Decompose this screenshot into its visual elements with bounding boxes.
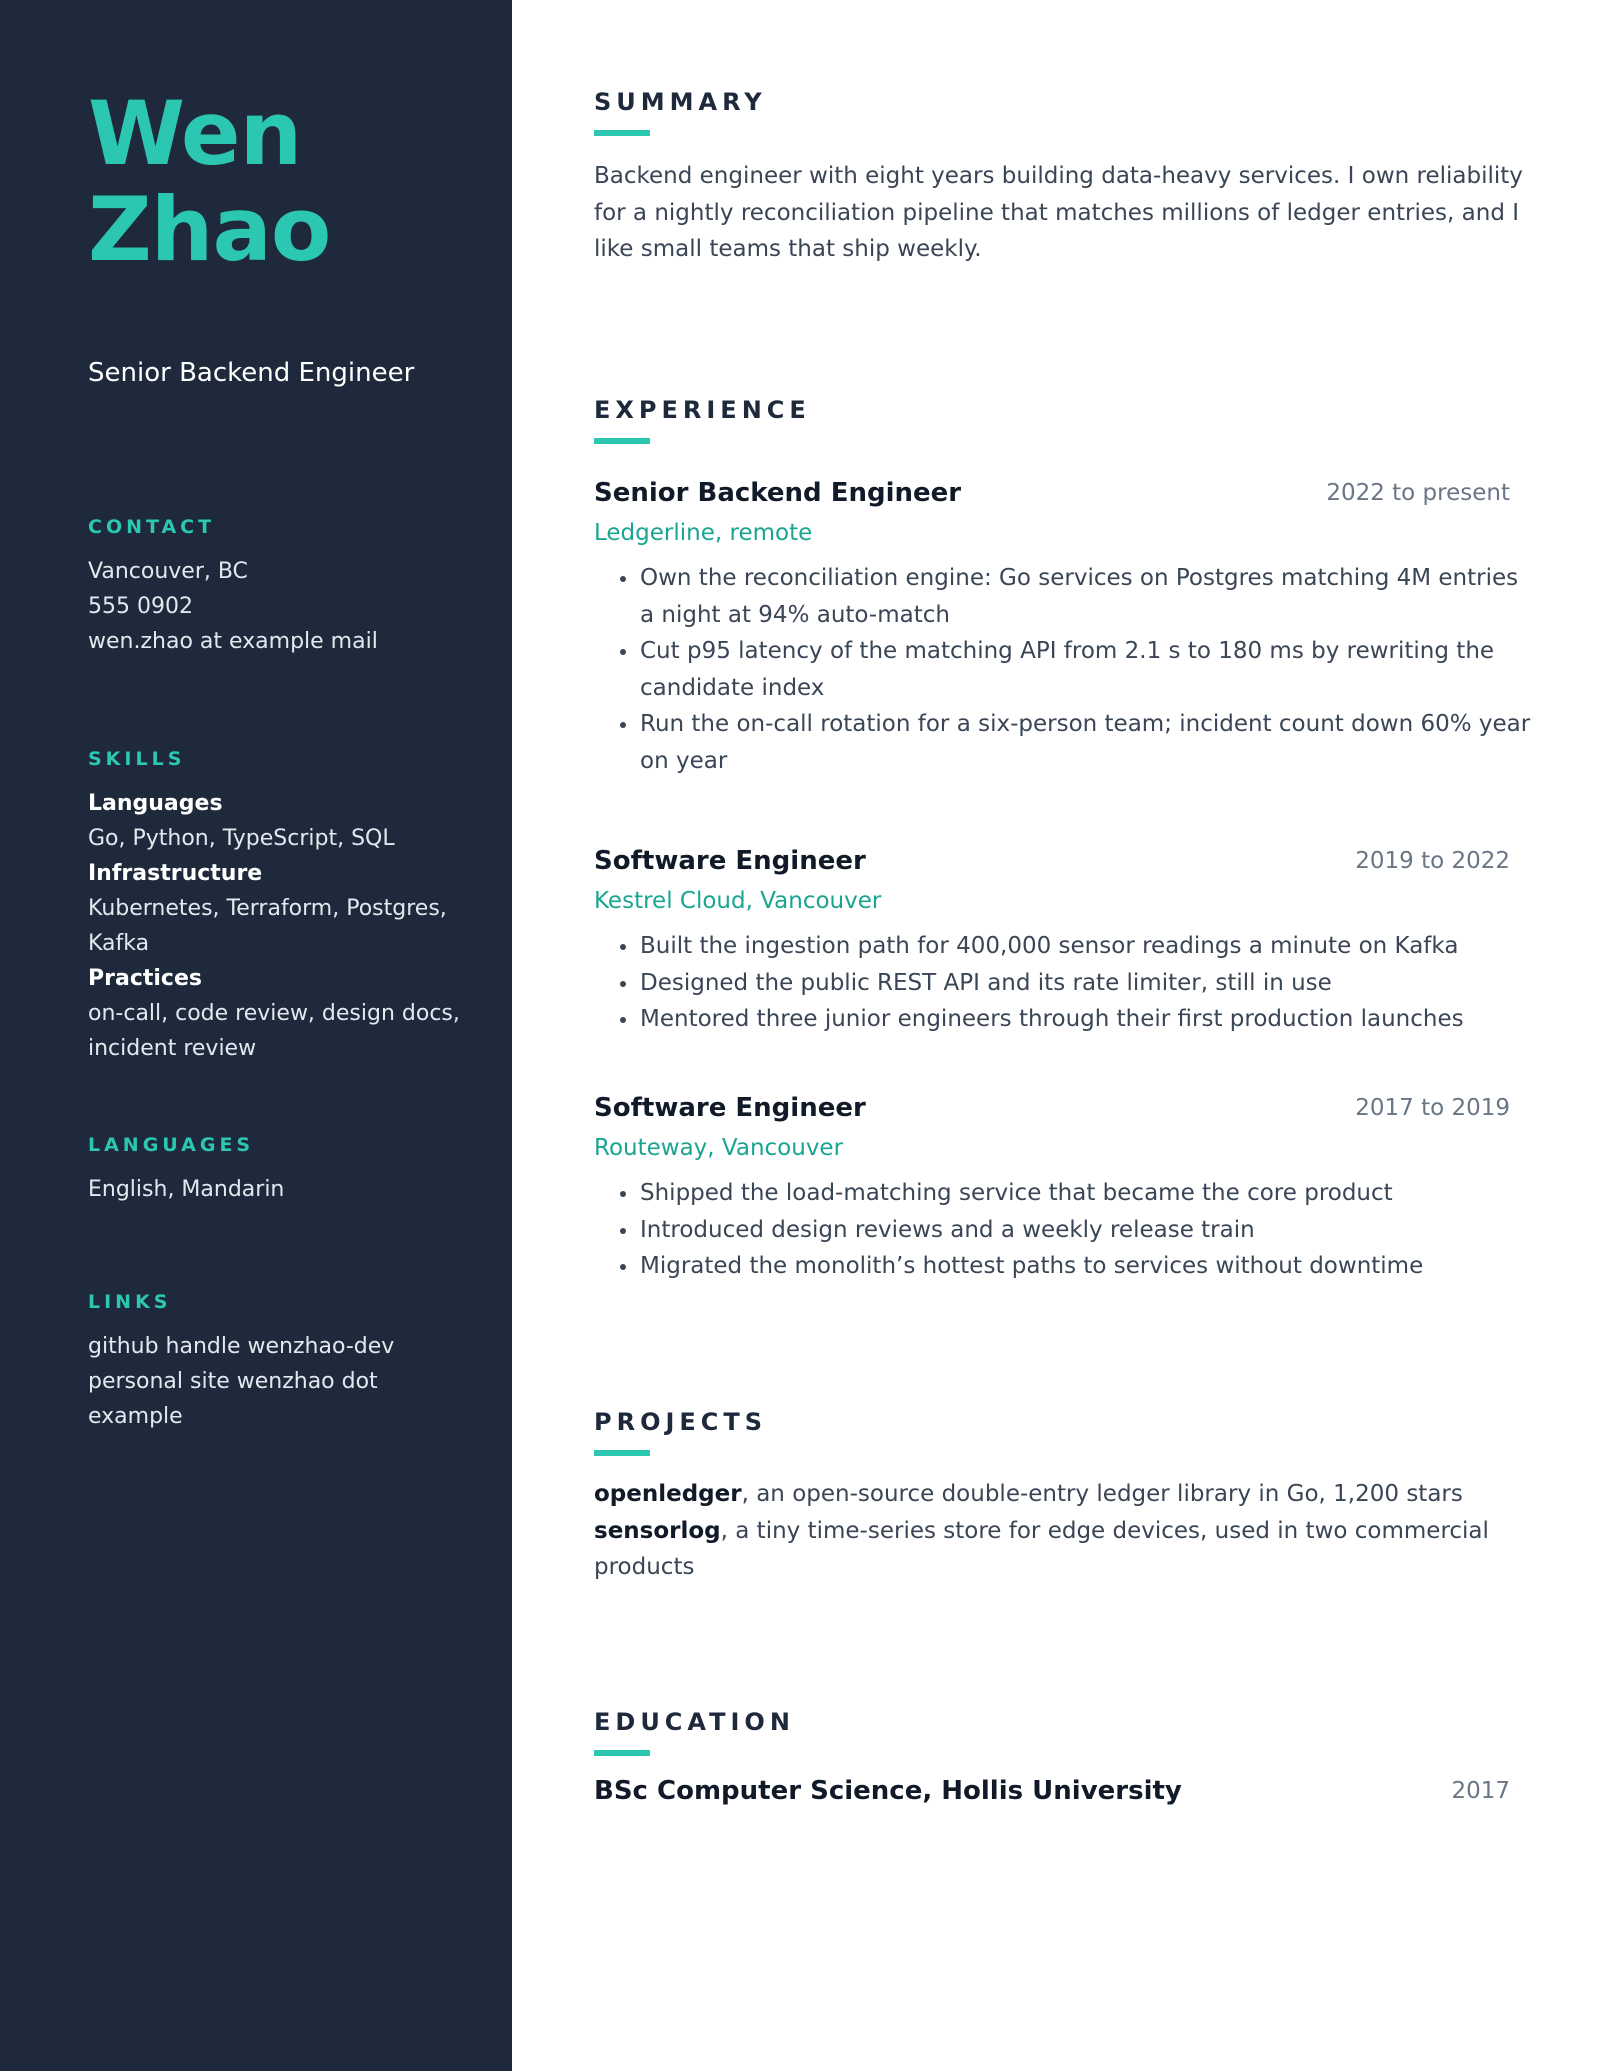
job-bullets bbox=[620, 1175, 1535, 1285]
bullet-dot bbox=[620, 1191, 626, 1197]
languages-list: English, Mandarin bbox=[88, 1177, 285, 1202]
skills-block bbox=[88, 786, 488, 1066]
list-item bbox=[620, 928, 1535, 965]
project-name: sensorlog bbox=[594, 1517, 721, 1544]
list-item bbox=[620, 1001, 1535, 1038]
bullet-dot bbox=[620, 1017, 626, 1023]
summary-accent-bar bbox=[594, 130, 650, 136]
link-site[interactable]: personal site wenzhao dot bbox=[88, 1369, 378, 1394]
candidate-name bbox=[88, 82, 331, 281]
summary-heading: SUMMARY bbox=[594, 88, 767, 116]
skills-group-value: Kubernetes, Terraform, Postgres, bbox=[88, 896, 447, 921]
list-item bbox=[620, 1175, 1535, 1212]
projects-accent-bar bbox=[594, 1450, 650, 1456]
bullet-text: Introduced design reviews and a weekly release train bbox=[640, 1216, 1255, 1243]
languages-block bbox=[88, 1172, 488, 1207]
list-item bbox=[620, 965, 1535, 1002]
bullet-dot bbox=[620, 649, 626, 655]
bullet-text: Own the reconciliation engine: Go services on Postgres matching 4M entries a night at 94% auto-match bbox=[640, 565, 1519, 628]
bullet-dot bbox=[620, 981, 626, 987]
bullet-dot bbox=[620, 944, 626, 950]
education-degree: BSc Computer Science, Hollis University bbox=[594, 1776, 1182, 1806]
skills-group-value: Go, Python, TypeScript, SQL bbox=[88, 826, 395, 851]
list-item bbox=[620, 633, 1535, 706]
contact-location: Vancouver, BC bbox=[88, 559, 248, 584]
bullet-text: Designed the public REST API and its rate limiter, still in use bbox=[640, 969, 1332, 996]
skills-group-value: incident review bbox=[88, 1036, 257, 1061]
project-item bbox=[594, 1513, 1494, 1586]
contact-phone: 555 0902 bbox=[88, 594, 193, 619]
skills-heading: SKILLS bbox=[88, 748, 186, 770]
job-bullets bbox=[620, 928, 1535, 1038]
project-desc: , a tiny time-series store for edge devices, used in two commercial products bbox=[594, 1517, 1489, 1580]
bullet-text: Mentored three junior engineers through their first production launches bbox=[640, 1006, 1464, 1032]
skills-group-label: Languages bbox=[88, 791, 223, 816]
projects-list bbox=[594, 1476, 1494, 1586]
education-heading: EDUCATION bbox=[594, 1708, 795, 1736]
first-name: Wen bbox=[88, 82, 302, 185]
links-heading: LINKS bbox=[88, 1291, 172, 1313]
job-title: Software Engineer bbox=[594, 1093, 866, 1123]
languages-heading: LANGUAGES bbox=[88, 1134, 255, 1156]
job-dates: 2017 to 2019 bbox=[1355, 1095, 1510, 1121]
bullet-text: Run the on-call rotation for a six-person team; incident count down 60% year on year bbox=[640, 711, 1531, 774]
list-item bbox=[620, 1248, 1535, 1285]
bullet-dot bbox=[620, 1228, 626, 1234]
bullet-text: Migrated the monolith’s hottest paths to services without downtime bbox=[640, 1253, 1424, 1279]
bullet-dot bbox=[620, 722, 626, 728]
bullet-text: Shipped the load-matching service that became the core product bbox=[640, 1180, 1393, 1206]
link-github[interactable]: github handle wenzhao-dev bbox=[88, 1334, 395, 1359]
bullet-text: Cut p95 latency of the matching API from 2.1 s to 180 ms by rewriting the candidate index bbox=[640, 638, 1495, 701]
skills-group-label: Practices bbox=[88, 966, 202, 991]
contact-block bbox=[88, 554, 488, 659]
job-dates: 2019 to 2022 bbox=[1355, 848, 1510, 874]
job-title: Software Engineer bbox=[594, 846, 866, 876]
contact-email: wen.zhao at example mail bbox=[88, 629, 378, 654]
role-title: Senior Backend Engineer bbox=[88, 358, 415, 388]
project-desc: , an open-source double-entry ledger library in Go, 1,200 stars bbox=[741, 1481, 1463, 1507]
skills-group-value: Kafka bbox=[88, 931, 150, 956]
skills-group-label: Infrastructure bbox=[88, 861, 263, 886]
sidebar bbox=[0, 0, 512, 2071]
projects-heading: PROJECTS bbox=[594, 1408, 768, 1436]
job-company: Kestrel Cloud, Vancouver bbox=[594, 888, 882, 914]
bullet-text: Built the ingestion path for 400,000 sensor readings a minute on Kafka bbox=[640, 933, 1459, 959]
link-site-cont[interactable]: example bbox=[88, 1404, 183, 1429]
list-item bbox=[620, 1212, 1535, 1249]
experience-heading: EXPERIENCE bbox=[594, 396, 811, 424]
experience-accent-bar bbox=[594, 438, 650, 444]
job-company: Routeway, Vancouver bbox=[594, 1135, 844, 1161]
contact-heading: CONTACT bbox=[88, 516, 216, 538]
last-name: Zhao bbox=[88, 178, 331, 281]
education-year: 2017 bbox=[1451, 1778, 1510, 1804]
links-block bbox=[88, 1329, 488, 1434]
list-item bbox=[620, 560, 1535, 633]
job-title: Senior Backend Engineer bbox=[594, 478, 962, 508]
bullet-dot bbox=[620, 1264, 626, 1270]
summary-text: Backend engineer with eight years building data-heavy services. I own reliability for a nightly reconciliation pipeline that matches millions of ledger entries, and I like small teams that ship weekly. bbox=[594, 163, 1523, 262]
skills-group-value: on-call, code review, design docs, bbox=[88, 1001, 460, 1026]
project-item bbox=[594, 1476, 1494, 1513]
job-dates: 2022 to present bbox=[1326, 480, 1510, 506]
list-item bbox=[620, 706, 1535, 779]
job-bullets bbox=[620, 560, 1535, 779]
job-company: Ledgerline, remote bbox=[594, 520, 813, 546]
education-accent-bar bbox=[594, 1750, 650, 1756]
project-name: openledger bbox=[594, 1481, 742, 1507]
bullet-dot bbox=[620, 576, 626, 582]
